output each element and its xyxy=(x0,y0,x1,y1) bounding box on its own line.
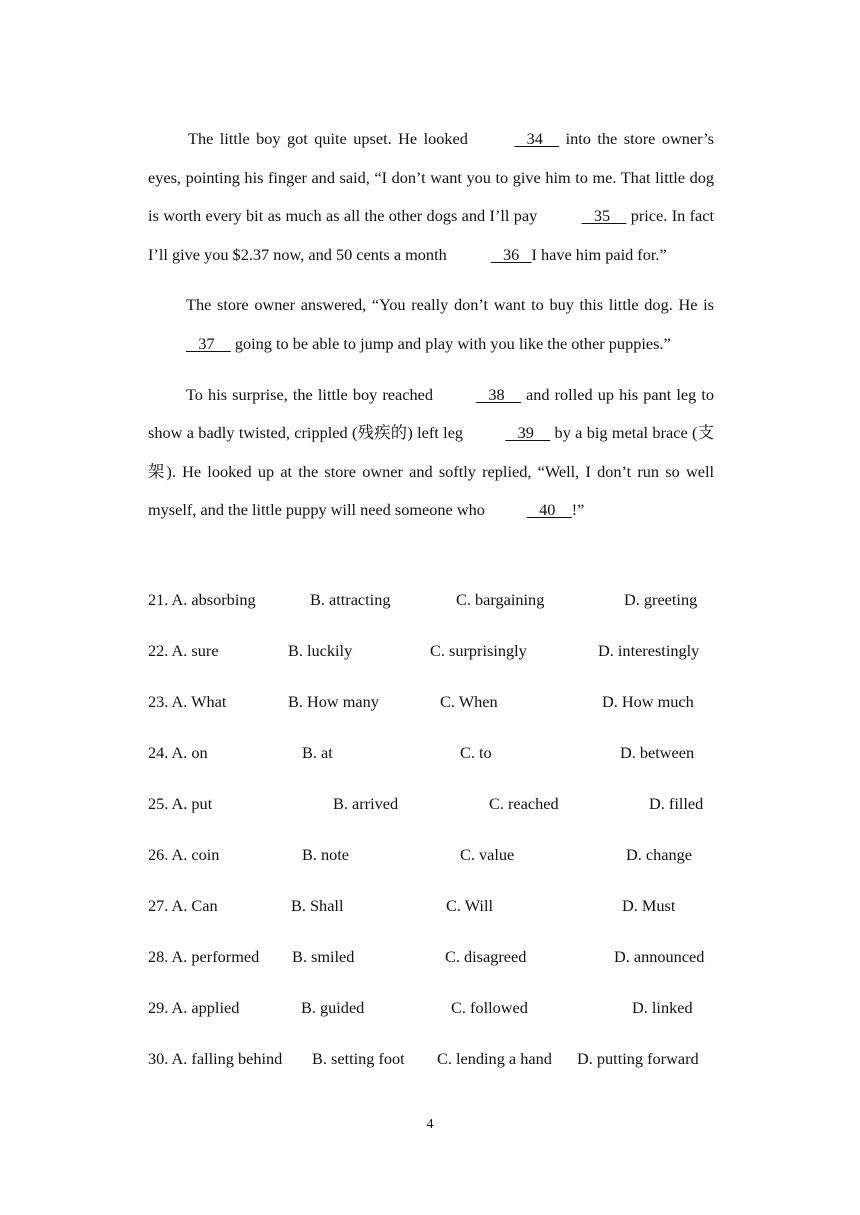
option-a: 27. A. Can xyxy=(148,896,218,915)
option-c: C. When xyxy=(440,692,498,711)
passage-text: into the store owner’s eyes, pointing his finger and said, “I don’t want you to give him to me. That little dog is worth every bit as much as all the other dogs and I’ll pay xyxy=(148,129,714,226)
option-c: C. to xyxy=(460,743,492,762)
option-a: 26. A. coin xyxy=(148,845,220,864)
option-d: D. between xyxy=(620,743,695,762)
answer-options xyxy=(148,586,728,1096)
option-c: C. Will xyxy=(446,896,493,915)
option-b: B. How many xyxy=(288,692,379,711)
option-c: C. followed xyxy=(451,998,528,1017)
passage-paragraph xyxy=(148,286,714,363)
option-b: B. arrived xyxy=(333,794,399,813)
question-row xyxy=(148,790,728,841)
option-c: C. lending a hand xyxy=(437,1049,552,1068)
option-c: C. value xyxy=(460,845,515,864)
cloze-blank: 37 xyxy=(186,333,231,353)
option-d: D. change xyxy=(626,845,692,864)
option-d: D. How much xyxy=(602,692,694,711)
passage-text: going to be able to jump and play with you like the other puppies.” xyxy=(230,333,671,353)
passage-text: To his surprise, the little boy reached xyxy=(186,384,439,404)
option-b: B. note xyxy=(302,845,350,864)
cloze-blank: 35 xyxy=(581,206,627,226)
option-c: C. disagreed xyxy=(445,947,527,966)
option-b: B. setting foot xyxy=(312,1049,405,1068)
passage-text: price. In fact I’ll give you $2.37 now, and 50 cents a month xyxy=(148,206,714,264)
question-row xyxy=(148,994,728,1045)
passage-paragraph xyxy=(148,376,714,530)
passage-text: The little boy got quite upset. He looked xyxy=(188,129,475,148)
option-b: B. luckily xyxy=(288,641,353,660)
option-b: B. attracting xyxy=(310,590,391,609)
option-d: D. linked xyxy=(632,998,693,1017)
question-row xyxy=(148,637,728,688)
option-c: C. bargaining xyxy=(456,590,545,609)
option-a: 29. A. applied xyxy=(148,998,240,1017)
option-c: C. reached xyxy=(489,794,559,813)
option-b: B. smiled xyxy=(292,947,355,966)
option-b: B. guided xyxy=(301,998,365,1017)
passage-text: and rolled up his pant leg to show a badly twisted, crippled (残疾的) left leg xyxy=(148,384,715,443)
option-a: 22. A. sure xyxy=(148,641,219,660)
option-d: D. filled xyxy=(649,794,704,813)
option-d: D. interestingly xyxy=(598,641,700,660)
option-a: 23. A. What xyxy=(148,692,227,711)
question-row xyxy=(148,1045,728,1096)
question-row xyxy=(148,688,728,739)
cloze-blank: 34 xyxy=(514,129,560,148)
question-row xyxy=(148,739,728,790)
option-d: D. greeting xyxy=(624,590,698,609)
passage-text: by a big metal brace (支架). He looked up at the store owner and softly replied, “Well, I don’t run so well myself, and the little puppy will need someone who xyxy=(148,423,715,520)
question-row xyxy=(148,892,728,943)
cloze-blank: 40 xyxy=(526,500,572,520)
option-a: 21. A. absorbing xyxy=(148,590,256,609)
option-a: 25. A. put xyxy=(148,794,213,813)
page-number: 4 xyxy=(426,1117,434,1132)
cloze-blank: 38 xyxy=(476,384,521,404)
cloze-blank: 36 xyxy=(490,244,532,264)
question-row xyxy=(148,586,728,637)
passage-text: The store owner answered, “You really don’t want to buy this little dog. He is xyxy=(186,295,714,315)
passage-text: I have him paid for.” xyxy=(531,244,667,264)
option-b: B. at xyxy=(302,743,333,762)
option-a: 28. A. performed xyxy=(148,947,260,966)
cloze-blank: 39 xyxy=(505,423,551,443)
passage-paragraph xyxy=(148,120,714,274)
option-d: D. putting forward xyxy=(577,1049,699,1068)
question-row xyxy=(148,943,728,994)
option-a: 30. A. falling behind xyxy=(148,1049,283,1068)
question-row xyxy=(148,841,728,892)
cloze-passage xyxy=(148,120,714,530)
option-d: D. announced xyxy=(614,947,705,966)
option-c: C. surprisingly xyxy=(430,641,527,660)
option-b: B. Shall xyxy=(291,896,344,915)
option-d: D. Must xyxy=(622,896,676,915)
passage-text: !” xyxy=(571,500,585,520)
option-a: 24. A. on xyxy=(148,743,208,762)
